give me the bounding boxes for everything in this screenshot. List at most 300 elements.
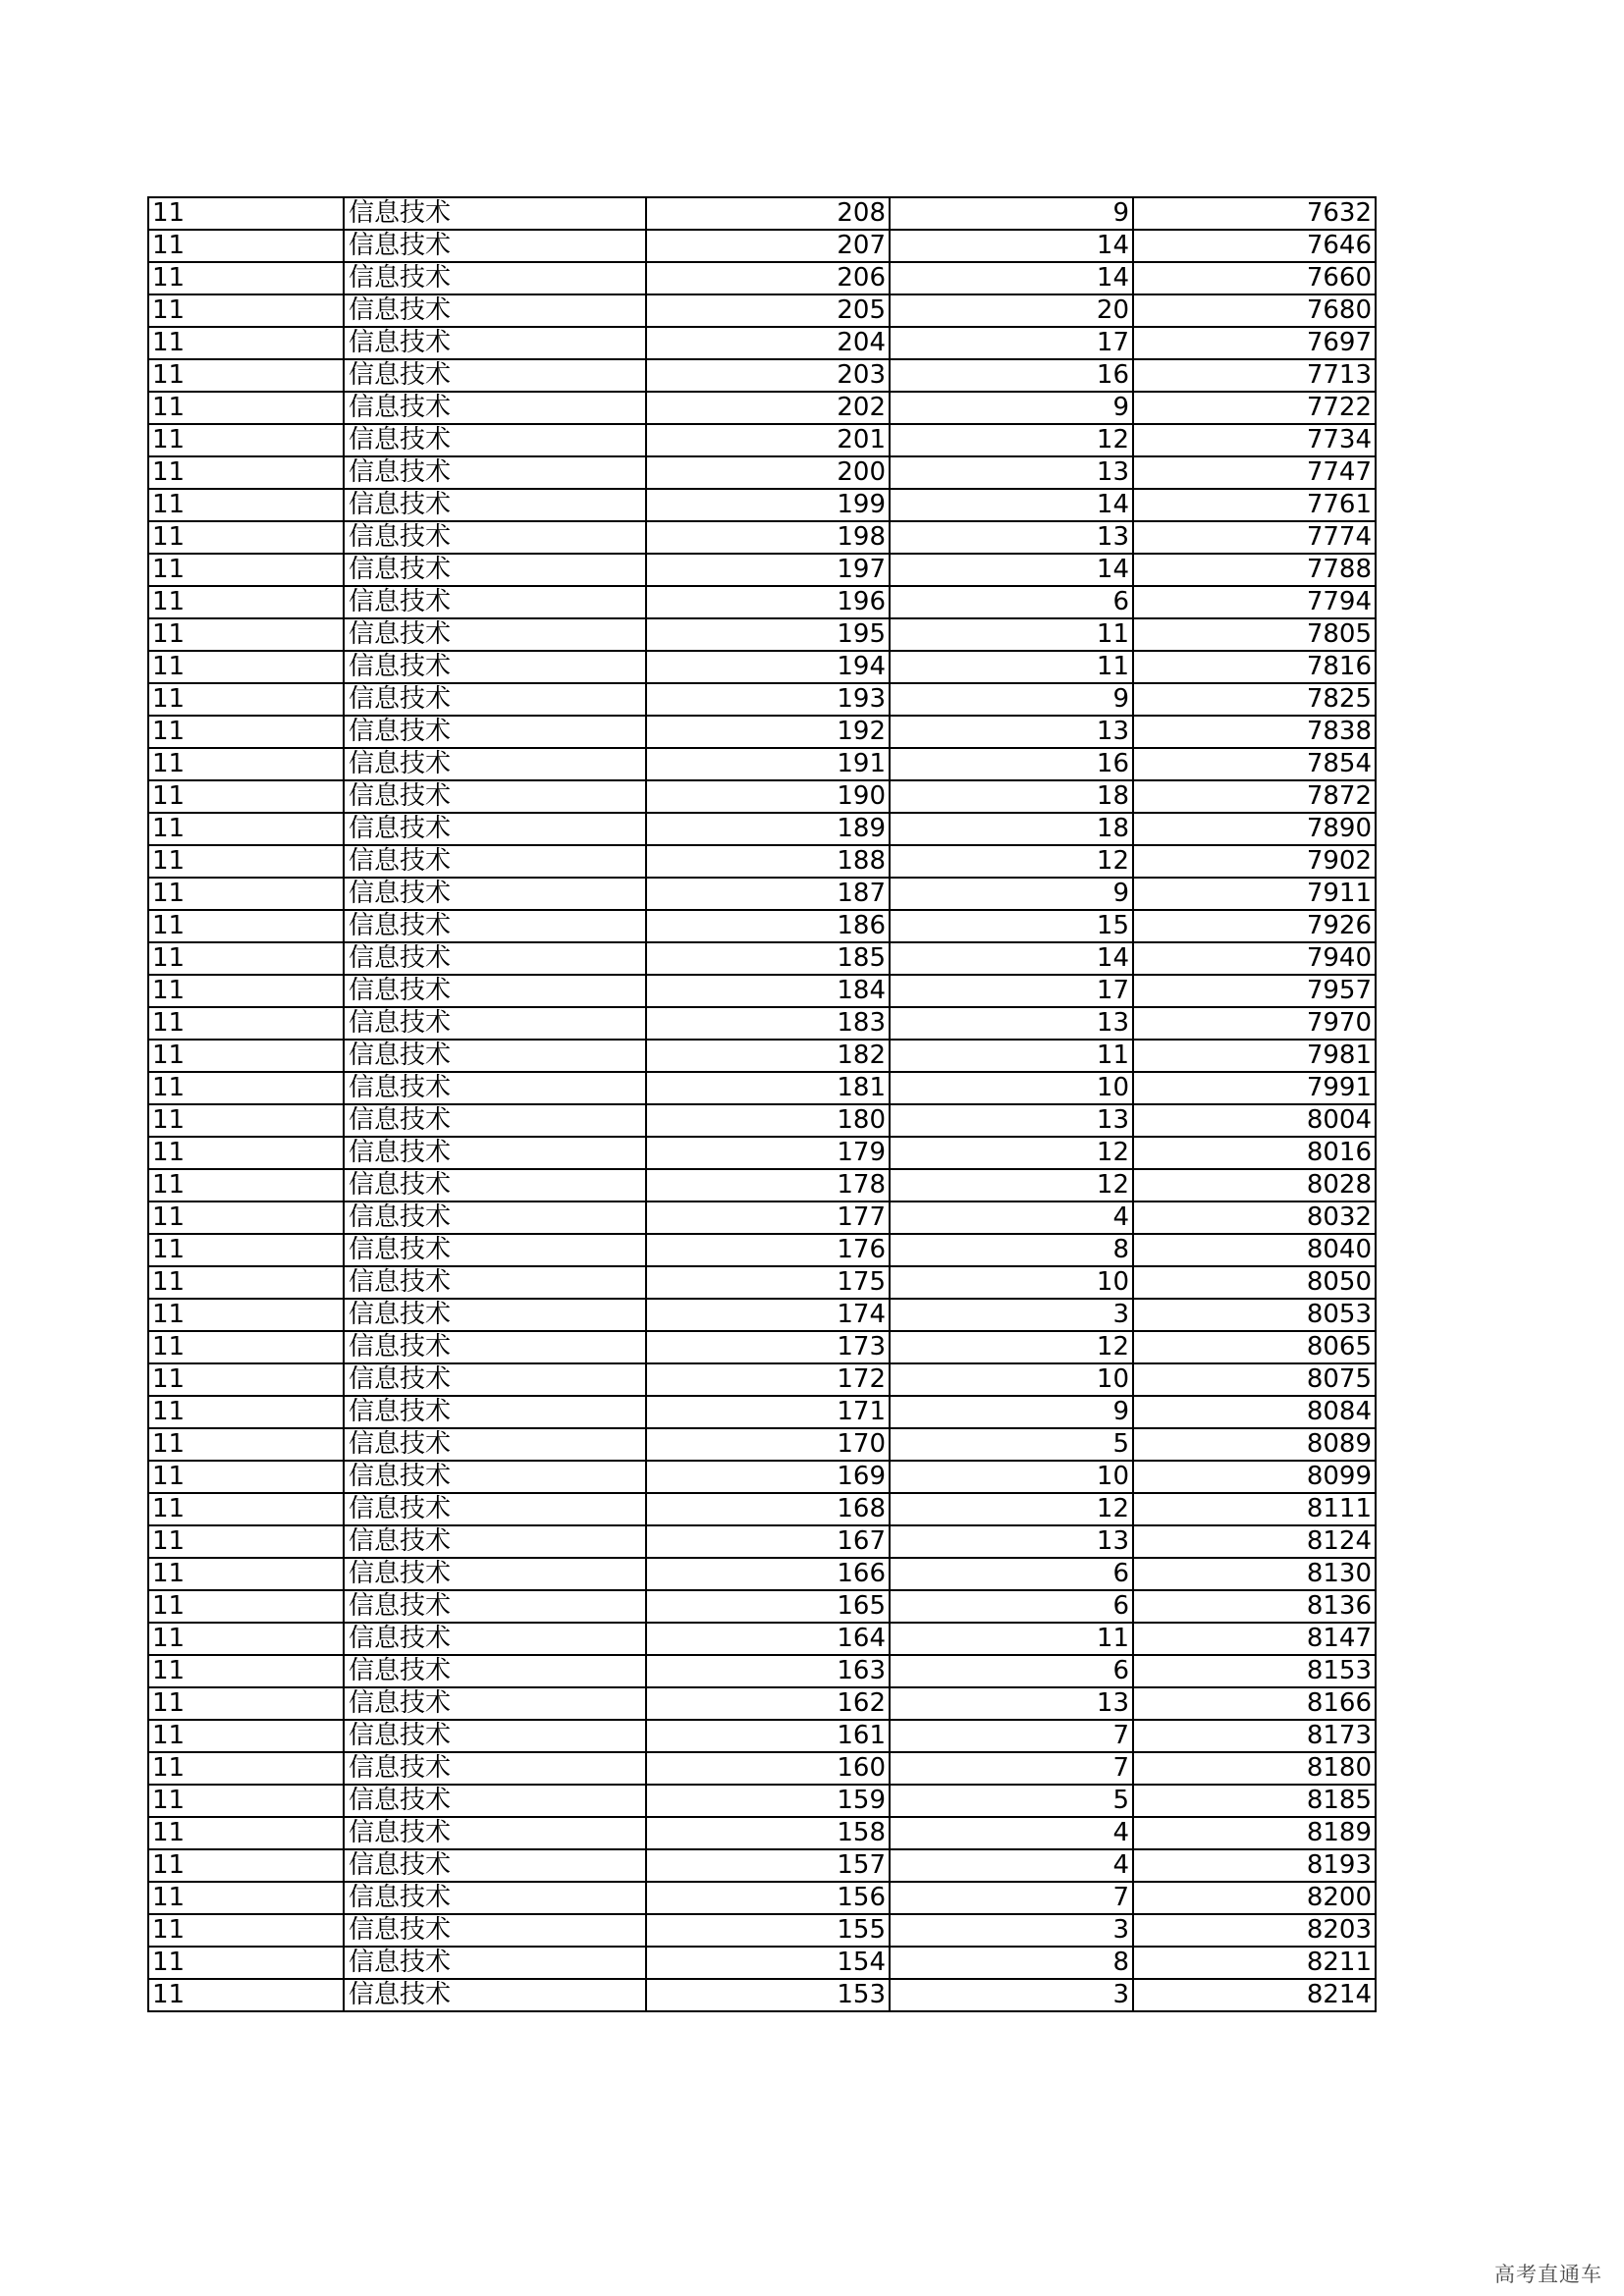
- cell-score: 196: [646, 586, 890, 618]
- cell-code: 11: [148, 262, 344, 294]
- cell-cumulative: 8040: [1133, 1234, 1376, 1266]
- cell-cumulative: 8089: [1133, 1428, 1376, 1461]
- table-row: [148, 1687, 1376, 1720]
- cell-score: 201: [646, 424, 890, 456]
- table-row: [148, 1849, 1376, 1882]
- cell-code: 11: [148, 1266, 344, 1299]
- table-row: [148, 456, 1376, 489]
- cell-subject: 信息技术: [344, 1655, 646, 1687]
- cell-subject: 信息技术: [344, 1525, 646, 1558]
- cell-subject: 信息技术: [344, 975, 646, 1007]
- table-row: [148, 845, 1376, 878]
- cell-count: 13: [890, 716, 1133, 748]
- cell-score: 169: [646, 1461, 890, 1493]
- cell-subject: 信息技术: [344, 1428, 646, 1461]
- cell-count: 12: [890, 845, 1133, 878]
- cell-code: 11: [148, 716, 344, 748]
- cell-count: 14: [890, 554, 1133, 586]
- cell-cumulative: 7981: [1133, 1040, 1376, 1072]
- cell-subject: 信息技术: [344, 1299, 646, 1331]
- cell-count: 4: [890, 1849, 1133, 1882]
- cell-cumulative: 7940: [1133, 942, 1376, 975]
- table-row: [148, 424, 1376, 456]
- cell-score: 155: [646, 1914, 890, 1947]
- cell-subject: 信息技术: [344, 1461, 646, 1493]
- cell-code: 11: [148, 489, 344, 521]
- table-row: [148, 1882, 1376, 1914]
- cell-subject: 信息技术: [344, 683, 646, 716]
- cell-code: 11: [148, 1201, 344, 1234]
- cell-code: 11: [148, 1752, 344, 1785]
- cell-subject: 信息技术: [344, 1137, 646, 1169]
- cell-score: 170: [646, 1428, 890, 1461]
- cell-subject: 信息技术: [344, 1363, 646, 1396]
- cell-subject: 信息技术: [344, 780, 646, 813]
- cell-score: 189: [646, 813, 890, 845]
- cell-subject: 信息技术: [344, 1590, 646, 1623]
- table-row: [148, 1234, 1376, 1266]
- cell-subject: 信息技术: [344, 878, 646, 910]
- cell-cumulative: 8147: [1133, 1623, 1376, 1655]
- cell-count: 9: [890, 683, 1133, 716]
- table-row: [148, 1040, 1376, 1072]
- table-row: [148, 554, 1376, 586]
- cell-subject: 信息技术: [344, 1558, 646, 1590]
- table-row: [148, 1201, 1376, 1234]
- cell-score: 195: [646, 618, 890, 651]
- cell-cumulative: 7794: [1133, 586, 1376, 618]
- cell-count: 15: [890, 910, 1133, 942]
- cell-score: 183: [646, 1007, 890, 1040]
- cell-count: 6: [890, 586, 1133, 618]
- cell-cumulative: 8084: [1133, 1396, 1376, 1428]
- cell-count: 3: [890, 1914, 1133, 1947]
- cell-score: 198: [646, 521, 890, 554]
- cell-score: 204: [646, 327, 890, 359]
- cell-code: 11: [148, 1428, 344, 1461]
- cell-score: 159: [646, 1785, 890, 1817]
- table-row: [148, 1137, 1376, 1169]
- cell-count: 11: [890, 651, 1133, 683]
- cell-subject: 信息技术: [344, 1849, 646, 1882]
- cell-score: 192: [646, 716, 890, 748]
- cell-cumulative: 7957: [1133, 975, 1376, 1007]
- table-row: [148, 942, 1376, 975]
- cell-score: 172: [646, 1363, 890, 1396]
- table-row: [148, 230, 1376, 262]
- table-row: [148, 521, 1376, 554]
- cell-cumulative: 7854: [1133, 748, 1376, 780]
- table-row: [148, 262, 1376, 294]
- cell-count: 10: [890, 1072, 1133, 1104]
- cell-score: 153: [646, 1979, 890, 2011]
- table-row: [148, 618, 1376, 651]
- cell-score: 207: [646, 230, 890, 262]
- table-body: [148, 197, 1376, 2011]
- cell-cumulative: 8189: [1133, 1817, 1376, 1849]
- cell-count: 13: [890, 1104, 1133, 1137]
- cell-code: 11: [148, 1947, 344, 1979]
- table-row: [148, 1299, 1376, 1331]
- table-row: [148, 586, 1376, 618]
- cell-code: 11: [148, 586, 344, 618]
- cell-score: 200: [646, 456, 890, 489]
- cell-cumulative: 7632: [1133, 197, 1376, 230]
- cell-subject: 信息技术: [344, 327, 646, 359]
- cell-subject: 信息技术: [344, 294, 646, 327]
- cell-subject: 信息技术: [344, 521, 646, 554]
- cell-count: 7: [890, 1720, 1133, 1752]
- cell-score: 185: [646, 942, 890, 975]
- cell-code: 11: [148, 1979, 344, 2011]
- cell-code: 11: [148, 294, 344, 327]
- table-row: [148, 1979, 1376, 2011]
- table-row: [148, 1785, 1376, 1817]
- cell-count: 17: [890, 327, 1133, 359]
- cell-score: 161: [646, 1720, 890, 1752]
- cell-cumulative: 8185: [1133, 1785, 1376, 1817]
- cell-cumulative: 7838: [1133, 716, 1376, 748]
- cell-count: 4: [890, 1817, 1133, 1849]
- score-distribution-table: [147, 196, 1377, 2012]
- table-row: [148, 327, 1376, 359]
- table-row: [148, 716, 1376, 748]
- table-row: [148, 1428, 1376, 1461]
- cell-score: 180: [646, 1104, 890, 1137]
- cell-code: 11: [148, 1104, 344, 1137]
- cell-score: 164: [646, 1623, 890, 1655]
- cell-score: 175: [646, 1266, 890, 1299]
- watermark-text: 高考直通车: [1494, 2263, 1602, 2286]
- table-row: [148, 1947, 1376, 1979]
- cell-count: 14: [890, 942, 1133, 975]
- cell-cumulative: 8214: [1133, 1979, 1376, 2011]
- cell-subject: 信息技术: [344, 1331, 646, 1363]
- cell-cumulative: 8053: [1133, 1299, 1376, 1331]
- cell-score: 205: [646, 294, 890, 327]
- cell-count: 14: [890, 230, 1133, 262]
- cell-score: 179: [646, 1137, 890, 1169]
- cell-cumulative: 7734: [1133, 424, 1376, 456]
- cell-count: 9: [890, 1396, 1133, 1428]
- cell-code: 11: [148, 424, 344, 456]
- cell-cumulative: 8173: [1133, 1720, 1376, 1752]
- cell-score: 184: [646, 975, 890, 1007]
- cell-cumulative: 7722: [1133, 392, 1376, 424]
- cell-count: 3: [890, 1299, 1133, 1331]
- cell-count: 12: [890, 1137, 1133, 1169]
- cell-score: 157: [646, 1849, 890, 1882]
- cell-cumulative: 7680: [1133, 294, 1376, 327]
- cell-code: 11: [148, 683, 344, 716]
- cell-code: 11: [148, 1363, 344, 1396]
- cell-cumulative: 8193: [1133, 1849, 1376, 1882]
- cell-cumulative: 7825: [1133, 683, 1376, 716]
- cell-subject: 信息技术: [344, 1104, 646, 1137]
- cell-score: 160: [646, 1752, 890, 1785]
- cell-subject: 信息技术: [344, 1785, 646, 1817]
- table-row: [148, 651, 1376, 683]
- cell-cumulative: 8075: [1133, 1363, 1376, 1396]
- cell-count: 7: [890, 1882, 1133, 1914]
- cell-score: 156: [646, 1882, 890, 1914]
- cell-score: 177: [646, 1201, 890, 1234]
- cell-code: 11: [148, 651, 344, 683]
- cell-score: 208: [646, 197, 890, 230]
- cell-code: 11: [148, 197, 344, 230]
- cell-subject: 信息技术: [344, 197, 646, 230]
- table-row: [148, 780, 1376, 813]
- cell-code: 11: [148, 748, 344, 780]
- cell-score: 193: [646, 683, 890, 716]
- cell-count: 8: [890, 1947, 1133, 1979]
- cell-score: 191: [646, 748, 890, 780]
- cell-score: 202: [646, 392, 890, 424]
- cell-code: 11: [148, 780, 344, 813]
- cell-cumulative: 7872: [1133, 780, 1376, 813]
- cell-cumulative: 7902: [1133, 845, 1376, 878]
- cell-subject: 信息技术: [344, 554, 646, 586]
- cell-cumulative: 8124: [1133, 1525, 1376, 1558]
- table-row: [148, 489, 1376, 521]
- table-row: [148, 1266, 1376, 1299]
- cell-code: 11: [148, 1040, 344, 1072]
- cell-count: 16: [890, 748, 1133, 780]
- cell-cumulative: 8200: [1133, 1882, 1376, 1914]
- cell-subject: 信息技术: [344, 1493, 646, 1525]
- cell-cumulative: 8211: [1133, 1947, 1376, 1979]
- cell-subject: 信息技术: [344, 716, 646, 748]
- cell-code: 11: [148, 910, 344, 942]
- cell-count: 13: [890, 521, 1133, 554]
- cell-subject: 信息技术: [344, 456, 646, 489]
- cell-code: 11: [148, 1655, 344, 1687]
- cell-count: 4: [890, 1201, 1133, 1234]
- cell-subject: 信息技术: [344, 1396, 646, 1428]
- cell-code: 11: [148, 1007, 344, 1040]
- cell-count: 10: [890, 1461, 1133, 1493]
- cell-code: 11: [148, 942, 344, 975]
- cell-cumulative: 8180: [1133, 1752, 1376, 1785]
- cell-subject: 信息技术: [344, 1266, 646, 1299]
- table-row: [148, 1655, 1376, 1687]
- cell-code: 11: [148, 1169, 344, 1201]
- cell-count: 13: [890, 1687, 1133, 1720]
- cell-subject: 信息技术: [344, 942, 646, 975]
- cell-count: 5: [890, 1428, 1133, 1461]
- cell-score: 158: [646, 1817, 890, 1849]
- cell-subject: 信息技术: [344, 1687, 646, 1720]
- cell-code: 11: [148, 1785, 344, 1817]
- table-row: [148, 1720, 1376, 1752]
- cell-cumulative: 7747: [1133, 456, 1376, 489]
- cell-subject: 信息技术: [344, 392, 646, 424]
- table-row: [148, 359, 1376, 392]
- cell-score: 188: [646, 845, 890, 878]
- cell-score: 165: [646, 1590, 890, 1623]
- cell-cumulative: 7697: [1133, 327, 1376, 359]
- cell-cumulative: 7805: [1133, 618, 1376, 651]
- cell-code: 11: [148, 1590, 344, 1623]
- cell-subject: 信息技术: [344, 424, 646, 456]
- cell-count: 6: [890, 1655, 1133, 1687]
- cell-code: 11: [148, 1137, 344, 1169]
- cell-count: 20: [890, 294, 1133, 327]
- cell-score: 154: [646, 1947, 890, 1979]
- cell-cumulative: 8032: [1133, 1201, 1376, 1234]
- cell-code: 11: [148, 456, 344, 489]
- cell-score: 186: [646, 910, 890, 942]
- cell-subject: 信息技术: [344, 1040, 646, 1072]
- cell-subject: 信息技术: [344, 845, 646, 878]
- cell-score: 203: [646, 359, 890, 392]
- cell-subject: 信息技术: [344, 1201, 646, 1234]
- cell-score: 178: [646, 1169, 890, 1201]
- cell-code: 11: [148, 1396, 344, 1428]
- cell-subject: 信息技术: [344, 1007, 646, 1040]
- cell-score: 173: [646, 1331, 890, 1363]
- cell-count: 5: [890, 1785, 1133, 1817]
- table-row: [148, 910, 1376, 942]
- cell-count: 11: [890, 1623, 1133, 1655]
- cell-score: 168: [646, 1493, 890, 1525]
- cell-score: 181: [646, 1072, 890, 1104]
- cell-cumulative: 8004: [1133, 1104, 1376, 1137]
- cell-cumulative: 8203: [1133, 1914, 1376, 1947]
- cell-count: 12: [890, 1493, 1133, 1525]
- cell-cumulative: 8153: [1133, 1655, 1376, 1687]
- cell-count: 12: [890, 424, 1133, 456]
- table-row: [148, 197, 1376, 230]
- cell-code: 11: [148, 1461, 344, 1493]
- cell-subject: 信息技术: [344, 1914, 646, 1947]
- cell-count: 14: [890, 262, 1133, 294]
- cell-code: 11: [148, 1525, 344, 1558]
- cell-cumulative: 7991: [1133, 1072, 1376, 1104]
- cell-count: 16: [890, 359, 1133, 392]
- cell-score: 166: [646, 1558, 890, 1590]
- table-row: [148, 683, 1376, 716]
- cell-code: 11: [148, 359, 344, 392]
- table-row: [148, 1590, 1376, 1623]
- cell-cumulative: 8065: [1133, 1331, 1376, 1363]
- cell-cumulative: 8130: [1133, 1558, 1376, 1590]
- cell-count: 13: [890, 1525, 1133, 1558]
- cell-count: 12: [890, 1169, 1133, 1201]
- cell-code: 11: [148, 618, 344, 651]
- table-row: [148, 1331, 1376, 1363]
- cell-cumulative: 7911: [1133, 878, 1376, 910]
- table-row: [148, 294, 1376, 327]
- table-row: [148, 878, 1376, 910]
- cell-count: 10: [890, 1363, 1133, 1396]
- table-row: [148, 1558, 1376, 1590]
- cell-cumulative: 7660: [1133, 262, 1376, 294]
- cell-subject: 信息技术: [344, 1623, 646, 1655]
- cell-subject: 信息技术: [344, 748, 646, 780]
- cell-cumulative: 7713: [1133, 359, 1376, 392]
- cell-count: 9: [890, 392, 1133, 424]
- cell-count: 11: [890, 618, 1133, 651]
- cell-score: 163: [646, 1655, 890, 1687]
- cell-count: 14: [890, 489, 1133, 521]
- table-row: [148, 813, 1376, 845]
- cell-cumulative: 7774: [1133, 521, 1376, 554]
- table-row: [148, 1525, 1376, 1558]
- cell-subject: 信息技术: [344, 489, 646, 521]
- cell-count: 11: [890, 1040, 1133, 1072]
- cell-code: 11: [148, 878, 344, 910]
- cell-cumulative: 7646: [1133, 230, 1376, 262]
- table-row: [148, 1104, 1376, 1137]
- cell-cumulative: 7761: [1133, 489, 1376, 521]
- cell-subject: 信息技术: [344, 586, 646, 618]
- cell-cumulative: 8050: [1133, 1266, 1376, 1299]
- cell-code: 11: [148, 1331, 344, 1363]
- table-row: [148, 1914, 1376, 1947]
- cell-subject: 信息技术: [344, 910, 646, 942]
- cell-cumulative: 7890: [1133, 813, 1376, 845]
- cell-count: 13: [890, 1007, 1133, 1040]
- cell-score: 171: [646, 1396, 890, 1428]
- cell-code: 11: [148, 975, 344, 1007]
- cell-code: 11: [148, 1072, 344, 1104]
- cell-code: 11: [148, 813, 344, 845]
- cell-subject: 信息技术: [344, 1072, 646, 1104]
- cell-score: 187: [646, 878, 890, 910]
- cell-score: 162: [646, 1687, 890, 1720]
- cell-subject: 信息技术: [344, 1234, 646, 1266]
- cell-count: 9: [890, 878, 1133, 910]
- table-row: [148, 1363, 1376, 1396]
- table-row: [148, 1752, 1376, 1785]
- cell-code: 11: [148, 1558, 344, 1590]
- cell-code: 11: [148, 1623, 344, 1655]
- cell-count: 10: [890, 1266, 1133, 1299]
- cell-score: 182: [646, 1040, 890, 1072]
- cell-code: 11: [148, 1299, 344, 1331]
- cell-code: 11: [148, 1817, 344, 1849]
- cell-score: 194: [646, 651, 890, 683]
- cell-count: 17: [890, 975, 1133, 1007]
- table-row: [148, 392, 1376, 424]
- cell-subject: 信息技术: [344, 262, 646, 294]
- table-row: [148, 748, 1376, 780]
- cell-score: 174: [646, 1299, 890, 1331]
- cell-cumulative: 7788: [1133, 554, 1376, 586]
- cell-score: 176: [646, 1234, 890, 1266]
- cell-subject: 信息技术: [344, 1817, 646, 1849]
- cell-cumulative: 8111: [1133, 1493, 1376, 1525]
- cell-count: 3: [890, 1979, 1133, 2011]
- cell-score: 190: [646, 780, 890, 813]
- table-row: [148, 1817, 1376, 1849]
- cell-score: 197: [646, 554, 890, 586]
- cell-count: 6: [890, 1558, 1133, 1590]
- cell-count: 18: [890, 780, 1133, 813]
- cell-count: 6: [890, 1590, 1133, 1623]
- cell-cumulative: 8166: [1133, 1687, 1376, 1720]
- table-row: [148, 1461, 1376, 1493]
- cell-subject: 信息技术: [344, 359, 646, 392]
- cell-subject: 信息技术: [344, 1720, 646, 1752]
- cell-code: 11: [148, 1720, 344, 1752]
- table-row: [148, 1072, 1376, 1104]
- cell-code: 11: [148, 230, 344, 262]
- cell-code: 11: [148, 1687, 344, 1720]
- cell-count: 9: [890, 197, 1133, 230]
- cell-cumulative: 7970: [1133, 1007, 1376, 1040]
